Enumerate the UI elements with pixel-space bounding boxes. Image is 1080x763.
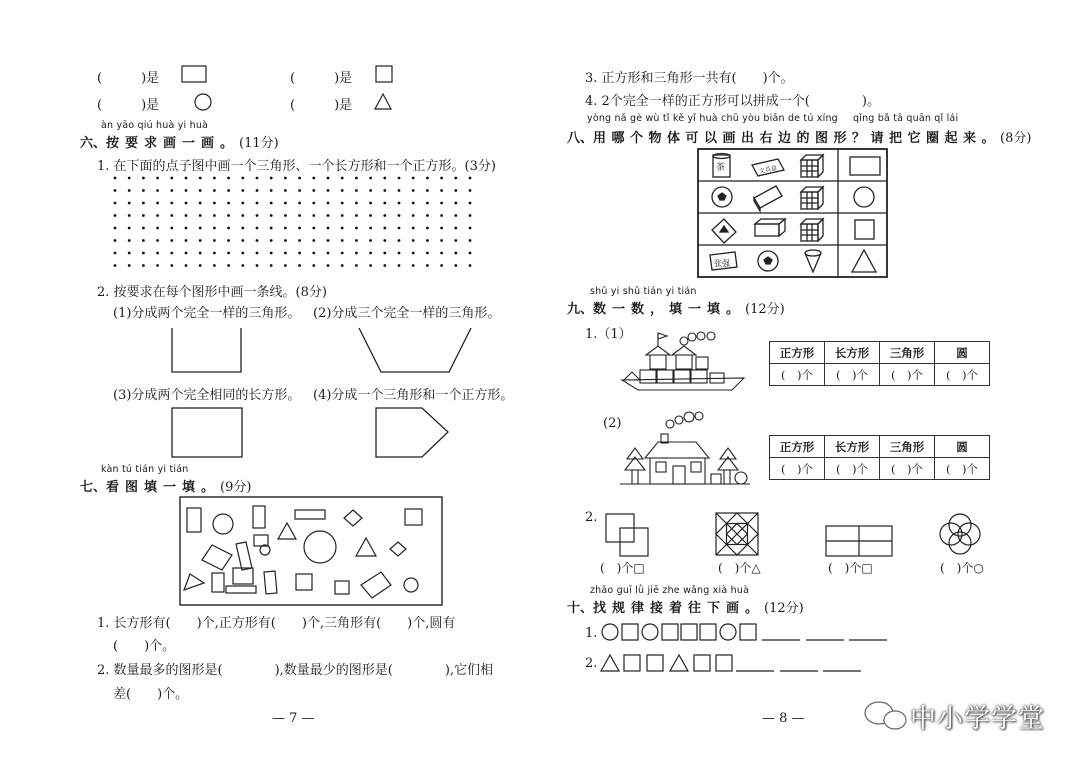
target-square	[855, 220, 874, 239]
section-10-score: (12分)	[764, 601, 804, 616]
fill-blank-2: ( )是	[290, 71, 353, 86]
stationery-label: 文具盒	[758, 164, 778, 176]
section-6-title: 按要求画一画。	[106, 136, 240, 151]
tilted-box-object[interactable]	[754, 186, 782, 211]
answer-cell[interactable]: ( )个	[935, 458, 990, 480]
section-8-pinyin-b: qǐng bǎ tā quān qǐ lái	[853, 113, 959, 124]
target-circle	[854, 187, 874, 207]
answer-cell[interactable]: ( )个	[770, 458, 825, 480]
header-triangle: 三角形	[880, 436, 935, 458]
section-7-pinyin: kàn tú tián yi tián	[101, 464, 189, 475]
section-9-score: (12分)	[745, 302, 785, 317]
section-10-title: 找规律接着往下画。	[593, 601, 765, 616]
fill-blank-3: ( )是	[97, 98, 160, 113]
s7-question-2: 2. 数量最多的图形是( ),数量最少的图形是( ),它们相	[97, 663, 494, 678]
answer-circles[interactable]: ( )个○	[940, 561, 984, 575]
brick-object[interactable]	[755, 219, 785, 236]
s6-question-1: 1. 在下面的点子图中画一个三角形、一个长方形和一个正方形。(3分)	[97, 159, 496, 174]
s10-q2-label: 2.	[585, 656, 598, 671]
overlapping-circles-figure	[940, 514, 980, 554]
answer-squares-1[interactable]: ( )个□	[600, 561, 645, 575]
section-8-pinyin-a: yòng nǎ gè wù tǐ kě yǐ huà chū yòu biān de tú xíng	[587, 113, 838, 124]
header-rectangle: 长方形	[825, 436, 880, 458]
cube-stack-object[interactable]	[801, 187, 823, 209]
nested-diamonds-figure	[716, 513, 758, 555]
answer-cell[interactable]: ( )个	[825, 364, 880, 386]
header-circle: 圆	[935, 342, 990, 364]
s9-q2-label: 2.	[585, 510, 598, 525]
pattern-row-2	[601, 655, 732, 671]
answer-triangles[interactable]: ( )个△	[718, 561, 761, 575]
header-rectangle: 长方形	[825, 342, 880, 364]
s6-q2-part3: (3)分成两个完全相同的长方形。	[113, 388, 301, 403]
answer-squares-2[interactable]: ( )个□	[828, 561, 873, 575]
section-7-title: 看图填一填。	[106, 480, 221, 495]
target-rectangle	[850, 157, 880, 175]
s6-question-2: 2. 按要求在每个图形中画一条线。(8分)	[97, 285, 327, 300]
s6-q2-part1: (1)分成两个完全一样的三角形。	[113, 306, 301, 321]
section-9-title: 数一数，填一填。	[593, 302, 746, 317]
answer-cell[interactable]: ( )个	[880, 364, 935, 386]
split-rectangle-figure	[826, 526, 892, 556]
house-picture	[620, 412, 750, 484]
question-4: 4. 2个完全一样的正方形可以拼成一个( )。	[585, 94, 880, 109]
section-10-pinyin: zhǎo guī lǜ jiē zhe wǎng xià huà	[590, 585, 750, 596]
page-number-left: — 7 —	[272, 711, 315, 726]
cube-stack-object[interactable]	[801, 155, 823, 177]
header-triangle: 三角形	[880, 342, 935, 364]
section-8-score: (8分)	[1000, 131, 1032, 146]
soccer-ball-object[interactable]	[758, 251, 778, 271]
s6-q2-part2: (2)分成三个完全一样的三角形。	[313, 306, 501, 321]
boat-picture	[622, 332, 744, 390]
section-7-prefix: 七、	[80, 480, 107, 495]
section-10-prefix: 十、	[567, 601, 594, 616]
cube-stack-object[interactable]	[801, 219, 823, 241]
page-number-right: — 8 —	[762, 711, 805, 726]
section-6-score: (11分)	[239, 136, 279, 151]
fill-blank-4: ( )是	[290, 98, 353, 113]
section-9-prefix: 九、	[567, 302, 594, 317]
s7-question-1-cont: ( )个。	[113, 639, 176, 654]
section-6-pinyin: àn yāo qiú huà yi huà	[101, 120, 209, 131]
cone-object[interactable]	[805, 250, 821, 272]
section-9-pinyin: shǔ yi shǔ tián yi tián	[590, 286, 697, 297]
header-square: 正方形	[770, 342, 825, 364]
question-3: 3. 正方形和三角形一共有( )个。	[585, 71, 794, 86]
header-circle: 圆	[935, 436, 990, 458]
soccer-ball-object[interactable]	[712, 187, 732, 207]
s9-q1-label: 1.（1）	[585, 327, 632, 342]
answer-cell[interactable]: ( )个	[825, 458, 880, 480]
name-label: 张强	[714, 259, 730, 268]
pattern-row-1	[602, 624, 756, 640]
s7-question-2-cont: 差( )个。	[113, 687, 189, 702]
s10-q1-label: 1.	[585, 626, 598, 641]
wechat-logo-icon	[865, 702, 906, 729]
target-triangle	[852, 250, 876, 272]
answer-cell[interactable]: ( )个	[935, 364, 990, 386]
section-8-title: 用哪个物体可以画出右边的图形？请把它圈起来。	[593, 131, 1001, 146]
s6-q2-part4: (4)分成一个三角形和一个正方形。	[313, 388, 514, 403]
s7-question-1: 1. 长方形有( )个,正方形有( )个,三角形有( )个,圆有	[97, 616, 456, 631]
section-6-prefix: 六、	[80, 136, 107, 151]
answer-cell[interactable]: ( )个	[880, 458, 935, 480]
s9-q1b-label: (2)	[603, 416, 622, 431]
section-8-prefix: 八、	[567, 131, 594, 146]
header-square: 正方形	[770, 436, 825, 458]
fill-blank-1: ( )是	[97, 71, 160, 86]
tea-label: 茶	[716, 163, 726, 173]
overlapping-squares-figure	[606, 514, 648, 556]
section-7-score: (9分)	[220, 480, 252, 495]
tilted-card-object[interactable]	[712, 219, 736, 243]
watermark-text: 中小学学堂	[910, 704, 1046, 734]
answer-cell[interactable]: ( )个	[770, 364, 825, 386]
